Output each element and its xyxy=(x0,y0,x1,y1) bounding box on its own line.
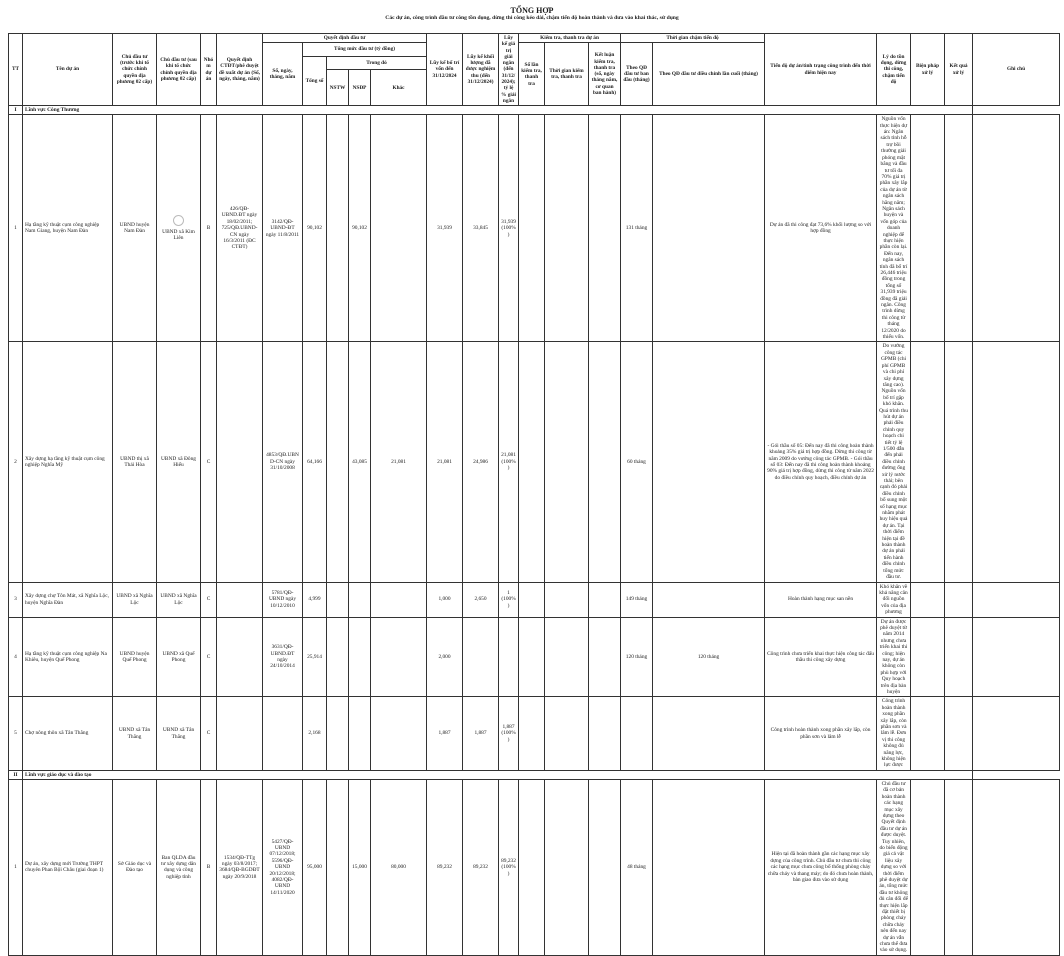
row-qd-final: 120 tháng xyxy=(653,617,765,697)
row-owner-before: UBND huyện Nam Đàn xyxy=(113,115,157,342)
row-decision-no: 3142/QĐ-UBND-ĐT ngày 11/8/2011 xyxy=(263,115,303,342)
row-progress: Dự án đã thi công đạt 73,6% khối lượng so với hợp đồng xyxy=(765,115,877,342)
row-result xyxy=(945,342,973,582)
col-name: Tên dự án xyxy=(23,34,113,106)
row-note xyxy=(973,342,1060,582)
col-of-which: Trong đó xyxy=(327,56,427,69)
col-solution: Biện pháp xử lý xyxy=(911,34,945,106)
row-qd-initial: 60 tháng xyxy=(621,342,653,582)
row-nsdp: 15,000 xyxy=(349,779,371,955)
row-tt: 3 xyxy=(9,582,23,617)
row-name: Hạ tầng kỹ thuật cụm công nghiệp Nam Giang, huyện Nam Đàn xyxy=(23,115,113,342)
col-nsdp: NSĐP xyxy=(349,70,371,106)
col-result: Kết quả xử lý xyxy=(945,34,973,106)
row-decision-ctdt xyxy=(217,342,263,582)
table-row xyxy=(9,697,1060,770)
row-tt: 1 xyxy=(9,779,23,955)
row-insp-count xyxy=(519,582,545,617)
section-code: II xyxy=(9,770,23,779)
row-other: 80,000 xyxy=(371,779,427,955)
row-nstw xyxy=(327,697,349,770)
row-other xyxy=(371,582,427,617)
row-total: 90,102 xyxy=(303,115,327,342)
row-note xyxy=(973,779,1060,955)
row-nstw xyxy=(327,342,349,582)
row-tt: 2 xyxy=(9,342,23,582)
row-result xyxy=(945,115,973,342)
row-disbursed: 1 (100%) xyxy=(499,582,519,617)
row-other xyxy=(371,697,427,770)
row-allocated: 31,939 xyxy=(427,115,463,342)
col-total-level: Tổng mức đầu tư (tỷ đồng) xyxy=(303,43,427,56)
row-qd-initial: 149 tháng xyxy=(621,582,653,617)
row-volume: 24,986 xyxy=(463,342,499,582)
row-volume: 1,887 xyxy=(463,697,499,770)
row-insp-count xyxy=(519,115,545,342)
row-insp-time xyxy=(545,779,589,955)
row-decision-ctdt xyxy=(217,617,263,697)
row-note xyxy=(973,115,1060,342)
row-owner-after-text: UBND xã Kim Liên xyxy=(162,228,195,242)
row-reason: Khó khăn về khả năng cân đối nguồn vốn của địa phương xyxy=(877,582,911,617)
row-decision-no: 3631/QĐ-UBND.ĐT ngày 24/10/2014 xyxy=(263,617,303,697)
row-insp-time xyxy=(545,115,589,342)
row-group: C xyxy=(201,582,217,617)
row-reason: Công trình hoàn thành xong phần xây lắp, còn phần sơn và lâm lễ. Đơn vị thi công không đủ năng lực, không hiện lực được xyxy=(877,697,911,770)
col-inspection: Kiểm tra, thanh tra dự án xyxy=(519,34,621,43)
row-tt: 5 xyxy=(9,697,23,770)
row-allocated: 2,000 xyxy=(427,617,463,697)
col-progress: Tiến độ dự án/tình trạng công trình đến thời điểm hiện nay xyxy=(765,34,877,106)
row-result xyxy=(945,582,973,617)
row-group: B xyxy=(201,115,217,342)
row-result xyxy=(945,697,973,770)
row-volume: 2,650 xyxy=(463,582,499,617)
row-total: 95,000 xyxy=(303,779,327,955)
row-decision-no: 5781/QĐ-UBND ngày 10/12/2010 xyxy=(263,582,303,617)
col-invest-decision: Quyết định đầu tư xyxy=(263,34,427,43)
row-disbursed: 1,887 (100%) xyxy=(499,697,519,770)
col-other: Khác xyxy=(371,70,427,106)
row-other xyxy=(371,617,427,697)
row-group: B xyxy=(201,779,217,955)
row-name: Dự án, xây dựng mới Trường THPT chuyên Phan Bội Châu (giai đoạn 1) xyxy=(23,779,113,955)
document-header xyxy=(0,0,1064,22)
row-owner-after: UBND xã Nghĩa Lộc xyxy=(157,582,201,617)
row-progress: Công trình chưa triển khai thực hiện công tác đấu thầu thi công xây dựng xyxy=(765,617,877,697)
row-other: 21,081 xyxy=(371,342,427,582)
section-title: Lĩnh vực Công Thương xyxy=(23,106,973,115)
row-insp-result xyxy=(589,779,621,955)
row-result xyxy=(945,779,973,955)
col-qd-final: Theo QĐ đầu tư điều chỉnh lần cuối (tháng) xyxy=(653,43,765,106)
row-name: Xây dựng chợ Tôn Mát, xã Nghĩa Lộc, huyện Nghĩa Đàn xyxy=(23,582,113,617)
row-insp-time xyxy=(545,342,589,582)
row-nstw xyxy=(327,115,349,342)
table-row xyxy=(9,617,1060,697)
row-disbursed: 31,939 (100%) xyxy=(499,115,519,342)
row-note xyxy=(973,617,1060,697)
row-reason: Chủ đầu tư đã cơ bản hoàn thành các hạng mục xây dựng theo Quyết định đầu tư dự án được duyệt. Tuy nhiên, do biến động giá cả vật liệu xây dựng so với thời điểm phê duyệt dự án, tổng mức đầu tư không đủ cân đối để thực hiện lắp đặt thiết bị phòng cháy chữa cháy nên đến nay dự án vẫn chưa thể đưa vào sử dụng. xyxy=(877,779,911,955)
row-progress: Hoàn thành hạng mục san nền xyxy=(765,582,877,617)
row-volume: 33,845 xyxy=(463,115,499,342)
row-qd-initial: 131 tháng xyxy=(621,115,653,342)
row-nstw xyxy=(327,617,349,697)
col-delay: Thời gian chậm tiến độ xyxy=(621,34,765,43)
row-insp-result xyxy=(589,697,621,770)
row-disbursed: 89,232 (100%) xyxy=(499,779,519,955)
row-nsdp: 90,102 xyxy=(349,115,371,342)
row-insp-result xyxy=(589,115,621,342)
row-owner-before: UBND xã Tân Thắng xyxy=(113,697,157,770)
row-decision-ctdt: 426/QĐ-UBND.ĐT ngày 18/02/2011; 725/QĐ.UBND-CN ngày 16/3/2011 (ĐC CTĐT) xyxy=(217,115,263,342)
section-code: I xyxy=(9,106,23,115)
row-decision-no: 5427/QĐ-UBND 07/12/2018; 5596/QĐ-UBND 20/12/2018; 4082/QĐ-UBND 14/11/2020 xyxy=(263,779,303,955)
row-qd-initial: 48 tháng xyxy=(621,779,653,955)
col-disbursed: Lũy kế giá trị giải ngân (đến 31/12/2024); tỷ lệ % giải ngân xyxy=(499,34,519,106)
row-nstw xyxy=(327,779,349,955)
row-insp-count xyxy=(519,342,545,582)
row-tt: 4 xyxy=(9,617,23,697)
section-row xyxy=(9,106,1060,115)
row-name: Hạ tầng kỹ thuật cụm công nghiệp Na Khiêu, huyện Quế Phong xyxy=(23,617,113,697)
row-group: C xyxy=(201,697,217,770)
row-reason: Dự án được phê duyệt từ năm 2014 nhưng chưa triển khai thi công; hiện nay, dự án không còn phù hợp với Quy hoạch trên địa bàn huyện xyxy=(877,617,911,697)
row-decision-ctdt xyxy=(217,697,263,770)
row-group: C xyxy=(201,617,217,697)
col-tt: TT xyxy=(9,34,23,106)
col-insp-result: Kết luận kiểm tra, thanh tra (số, ngày tháng năm, cơ quan ban hành) xyxy=(589,43,621,106)
row-insp-count xyxy=(519,697,545,770)
projects-table xyxy=(8,33,1060,956)
row-note xyxy=(973,582,1060,617)
row-name: Xây dựng hạ tầng kỹ thuật cụm công nghiệp Nghĩa Mỹ xyxy=(23,342,113,582)
row-insp-time xyxy=(545,697,589,770)
row-owner-before: UBND huyện Quế Phong xyxy=(113,617,157,697)
row-owner-after: UBND xã Đông Hiếu xyxy=(157,342,201,582)
row-reason: Nguồn vốn thực hiện dự án: Ngân sách tỉnh hỗ trợ bồi thường giải phóng mặt bằng và đầu tư tối đa 70% giá trị phần xây lắp của dự án từ ngân sách hằng năm; Ngân sách huyện và vốn góp của doanh nghiệp để thực hiện phần còn lại. Đến nay, ngân sách tỉnh đã bố trí 26,446 triệu đồng trong tổng số 31,939 triệu đồng đã giải ngân. Công trình dừng thi công từ tháng 12/2020 do thiếu vốn. xyxy=(877,115,911,342)
row-qd-initial: 120 tháng xyxy=(621,617,653,697)
row-insp-time xyxy=(545,582,589,617)
row-solution xyxy=(911,582,945,617)
row-decision-ctdt xyxy=(217,582,263,617)
row-allocated: 89,232 xyxy=(427,779,463,955)
row-insp-result xyxy=(589,342,621,582)
row-owner-before: UBND xã Nghĩa Lộc xyxy=(113,582,157,617)
row-insp-count xyxy=(519,779,545,955)
row-volume xyxy=(463,617,499,697)
row-owner-before: Sở Giáo dục và Đào tạo xyxy=(113,779,157,955)
row-progress: - Gói thầu số 05: Đến nay đã thi công hoàn thành khoảng 35% giá trị hợp đồng. Dừng thi công từ năm 2009 do vướng công tác GPMB. - Gói thầu số 03: Đến nay đã thi công hoàn thành khoảng 90% giá trị hợp đồng, dừng thi công từ năm 2022 do điều chỉnh quy hoạch, điều chỉnh dự án xyxy=(765,342,877,582)
row-nsdp xyxy=(349,617,371,697)
row-nstw xyxy=(327,582,349,617)
row-name: Chợ nông thôn xã Tân Thắng xyxy=(23,697,113,770)
row-owner-after: UBND xã Quế Phong xyxy=(157,617,201,697)
row-insp-result xyxy=(589,582,621,617)
row-nsdp: 43,085 xyxy=(349,342,371,582)
row-insp-count xyxy=(519,617,545,697)
row-total: 4,999 xyxy=(303,582,327,617)
row-other xyxy=(371,115,427,342)
row-solution xyxy=(911,779,945,955)
row-total: 64,166 xyxy=(303,342,327,582)
col-owner-before: Chủ đầu tư (trước khi tổ chức chính quyền địa phương 02 cấp) xyxy=(113,34,157,106)
row-decision-ctdt: 1534/QĐ-TTg ngày 03/8/2017; 3684/QĐ-BGDĐT ngày 20/9/2018 xyxy=(217,779,263,955)
col-decision-ctdt: Quyết định CTĐT/phê duyệt đề xuất dự án (Số, ngày, tháng, năm) xyxy=(217,34,263,106)
section-row xyxy=(9,770,1060,779)
section-title: Lĩnh vực giáo dục và đào tạo xyxy=(23,770,973,779)
col-decision-no: Số, ngày, tháng, năm xyxy=(263,43,303,106)
row-nsdp xyxy=(349,582,371,617)
row-allocated: 21,081 xyxy=(427,342,463,582)
row-disbursed xyxy=(499,617,519,697)
row-qd-initial xyxy=(621,697,653,770)
table-row xyxy=(9,115,1060,342)
col-insp-time: Thời gian kiểm tra, thanh tra xyxy=(545,43,589,106)
row-allocated: 1,887 xyxy=(427,697,463,770)
row-volume: 89,232 xyxy=(463,779,499,955)
row-disbursed: 21,081 (100%) xyxy=(499,342,519,582)
row-owner-after: UBND xã Tân Thắng xyxy=(157,697,201,770)
row-group: C xyxy=(201,342,217,582)
col-note: Ghi chú xyxy=(973,34,1060,106)
stamp-mark xyxy=(173,215,184,226)
row-solution xyxy=(911,115,945,342)
col-reason: Lý do tồn đọng, dừng thi công, chậm tiến độ xyxy=(877,34,911,106)
row-decision-no xyxy=(263,697,303,770)
row-nsdp xyxy=(349,697,371,770)
row-note xyxy=(973,697,1060,770)
row-solution xyxy=(911,342,945,582)
col-volume: Lũy kế khối lượng đã được nghiệm thu (đến 31/12/2024) xyxy=(463,34,499,106)
row-progress: Công trình hoàn thành xong phần xây lắp, còn phần sơn và lâm lễ xyxy=(765,697,877,770)
row-insp-result xyxy=(589,617,621,697)
row-qd-final xyxy=(653,582,765,617)
row-total: 25,914 xyxy=(303,617,327,697)
row-owner-after: Ban QLDA đầu tư xây dựng dân dụng và công nghiệp tỉnh xyxy=(157,779,201,955)
row-qd-final xyxy=(653,115,765,342)
row-decision-no: 4853/QĐ.UBND-CN ngày 31/10/2008 xyxy=(263,342,303,582)
col-allocated: Lũy kế bố trí vốn đến 31/12/2024 xyxy=(427,34,463,106)
row-insp-time xyxy=(545,617,589,697)
row-qd-final xyxy=(653,779,765,955)
row-solution xyxy=(911,617,945,697)
table-row xyxy=(9,582,1060,617)
row-result xyxy=(945,617,973,697)
col-owner-after: Chủ đầu tư (sau khi tổ chức chính quyền địa phương 02 cấp) xyxy=(157,34,201,106)
col-qd-initial: Theo QĐ đầu tư ban đầu (tháng) xyxy=(621,43,653,106)
row-solution xyxy=(911,697,945,770)
row-progress: Hiện tại đã hoàn thành gần các hạng mục xây dựng của công trình. Chủ đầu tư chưa thi công các hạng mục chưa công bố thống phòng cháy chữa cháy và thang máy; do đó chưa hoàn thành, bàn giao đưa vào sử dụng xyxy=(765,779,877,955)
row-qd-final xyxy=(653,697,765,770)
row-owner-before: UBND thị xã Thái Hòa xyxy=(113,342,157,582)
col-total: Tổng số xyxy=(303,56,327,105)
row-total: 2,168 xyxy=(303,697,327,770)
row-allocated: 1,000 xyxy=(427,582,463,617)
row-qd-final xyxy=(653,342,765,582)
document-title: TỔNG HỢP xyxy=(510,6,554,15)
document-subtitle: Các dự án, công trình đầu tư công tồn đọng, dừng thi công kéo dài, chậm tiến độ hoàn thành và đưa vào khai thác, sử dụng xyxy=(385,15,679,21)
col-insp-count: Số lần kiểm tra, thanh tra xyxy=(519,43,545,106)
row-owner-after xyxy=(157,115,201,342)
table-row xyxy=(9,779,1060,955)
col-group: Nhóm dự án xyxy=(201,34,217,106)
row-tt: 1 xyxy=(9,115,23,342)
table-row xyxy=(9,342,1060,582)
col-nstw: NSTW xyxy=(327,70,349,106)
row-reason: Do vướng công tác GPMB (chi phí GPMB và chi phí xây dựng tăng cao). Nguồn vốn bố trí gặp khó khăn. Quá trình thu hút dự án phải điều chỉnh quy hoạch chi tiết tỷ lệ 1/500 dẫn đến phải điều chỉnh đường ống xử lý nước thải; bên cạnh đó phải điều chỉnh bổ sung một số hạng mục nhằm phát huy hiệu quả dự án. Tại thời điểm hiện tại đề hoàn thành dự án phải tiến hành điều chỉnh tổng mức đầu tư. xyxy=(877,342,911,582)
